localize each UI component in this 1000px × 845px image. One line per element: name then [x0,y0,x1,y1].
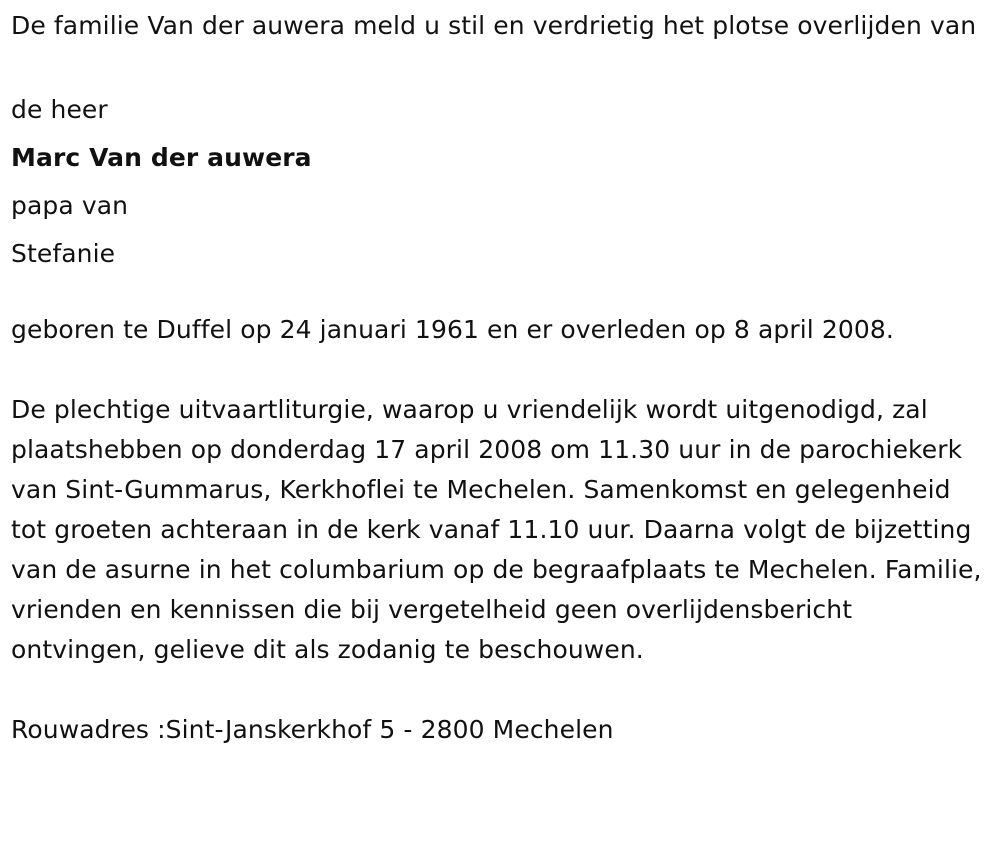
mourning-address: Rouwadres :Sint-Janskerkhof 5 - 2800 Mechelen [11,715,614,744]
child-name: Stefanie [11,239,116,268]
spacer [11,350,991,390]
ceremony-text: De plechtige uitvaartliturgie, waarop u vriendelijk wordt uitgenodigd, zal plaatshebben op donderdag 17 april 2008 om 11.30 uur in de parochiekerk van Sint-Gummarus, Kerkhoflei te Mechelen. Samenkomst en gelegenheid tot groeten achteraan in de kerk vanaf 11.10 uur. Daarna volgt de bijzetting van de asurne in het columbarium op de begraafplaats te Mechelen. Familie, vrienden en kennissen die bij vergetelheid geen overlijdensbericht ontvingen, gelieve dit als zodanig te beschouwen. [11,395,982,664]
intro-text: De familie Van der auwera meld u stil en verdrietig het plotse overlijden van [11,11,977,40]
spacer [11,278,991,310]
salutation: de heer [11,95,108,124]
spacer [11,670,991,710]
birth-death-dates: geboren te Duffel op 24 januari 1961 en er overleden op 8 april 2008. [11,315,894,344]
obituary-notice [11,6,991,750]
deceased-name: Marc Van der auwera [11,143,312,172]
spacer [11,46,991,86]
relation-text: papa van [11,191,129,220]
